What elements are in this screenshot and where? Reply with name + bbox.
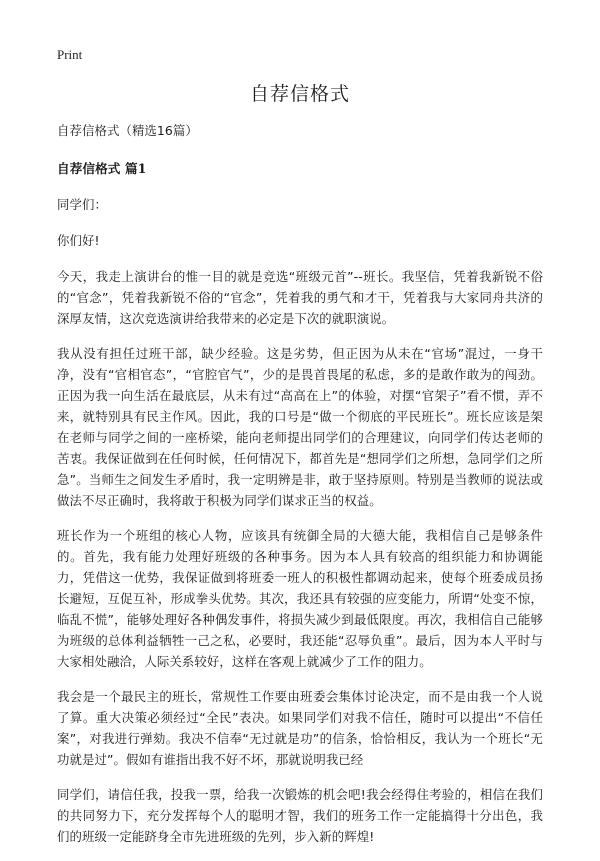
greeting: 你们好!: [57, 233, 100, 248]
paragraph-2: 我从没有担任过班干部，缺少经验。这是劣势，但正因为从未在“官场”混过，一身干净，没有“官相官态”，“官腔官气”，少的是畏首畏尾的私虑，多的是敢作敢为的闯劲。正因为我一向生活在最底层，从未有过“高高在上”的体验，对摆“官架子”看不惯，弄不来，就特别具有民主作风。因此，我的口号是“做一个彻底的平民班长”。班长应该是架在老师与同学之间的一座桥梁，能向老师提出同学们的合理建议，向同学们传达老师的苦衷。我保证做到在任何时候，任何情况下，都首先是“想同学们之所想，急同学们之所急”。当师生之间发生矛盾时，我一定明辨是非，敢于坚持原则。特别是当教师的说法或做法不尽正确时，我将敢于积极为同学们谋求正当的权益。: [57, 346, 543, 508]
salutation: 同学们：: [57, 197, 107, 212]
section-heading: 自荐信格式 篇1: [57, 161, 147, 176]
print-link[interactable]: Print: [57, 47, 83, 62]
paragraph-3: 班长作为一个班组的核心人物，应该具有统御全局的大德大能，我相信自己是够条件的。首先，我有能力处理好班级的各种事务。因为本人具有较高的组织能力和协调能力，凭借这一优势，我保证做到将班委一班人的积极性都调动起来，使每个班委成员扬长避短，互促互补，形成拳头优势。其次，我还具有较强的应变能力，所谓“处变不惊，临乱不慌”，能够处理好各种偶发事件，将损失减少到最低限度。再次，我相信自己能够为班级的总体利益牺牲一己之私，必要时，我还能“忍辱负重”。最后，因为本人平时与大家相处融洽，人际关系较好，这样在客观上就减少了工作的阻力。: [57, 528, 543, 669]
paragraph-4: 我会是一个最民主的班长，常规性工作要由班委会集体讨论决定，而不是由我一个人说了算。重大决策必须经过“全民”表决。如果同学们对我不信任，随时可以提出“不信任案”，对我进行弹劾。我决不信奉“无过就是功”的信条，恰恰相反，我认为一个班长“无功就是过”。假如有谁指出我不好不坏，那就说明我已经: [57, 689, 543, 767]
paragraph-5: 同学们，请信任我，投我一票，给我一次锻炼的机会吧!我会经得住考验的，相信在我们的共同努力下，充分发挥每个人的聪明才智，我们的班务工作一定能搞得十分出色，我们的班级一定能跻身全市先进班级的先列，步入新的辉煌!: [57, 787, 543, 844]
paragraph-1: 今天，我走上演讲台的惟一目的就是竞选“班级元首”--班长。我坚信，凭着我新锐不俗的“官念”，凭着我新锐不俗的“官念”，凭着我的勇气和才干，凭着我与大家同舟共济的深厚友情，这次竞选演讲给我带来的必定是下次的就职演说。: [57, 269, 543, 326]
document-title: 自荐信格式: [249, 83, 350, 105]
document-subtitle: 自荐信格式（精选16篇）: [57, 123, 198, 138]
document-body: [57, 120, 543, 861]
